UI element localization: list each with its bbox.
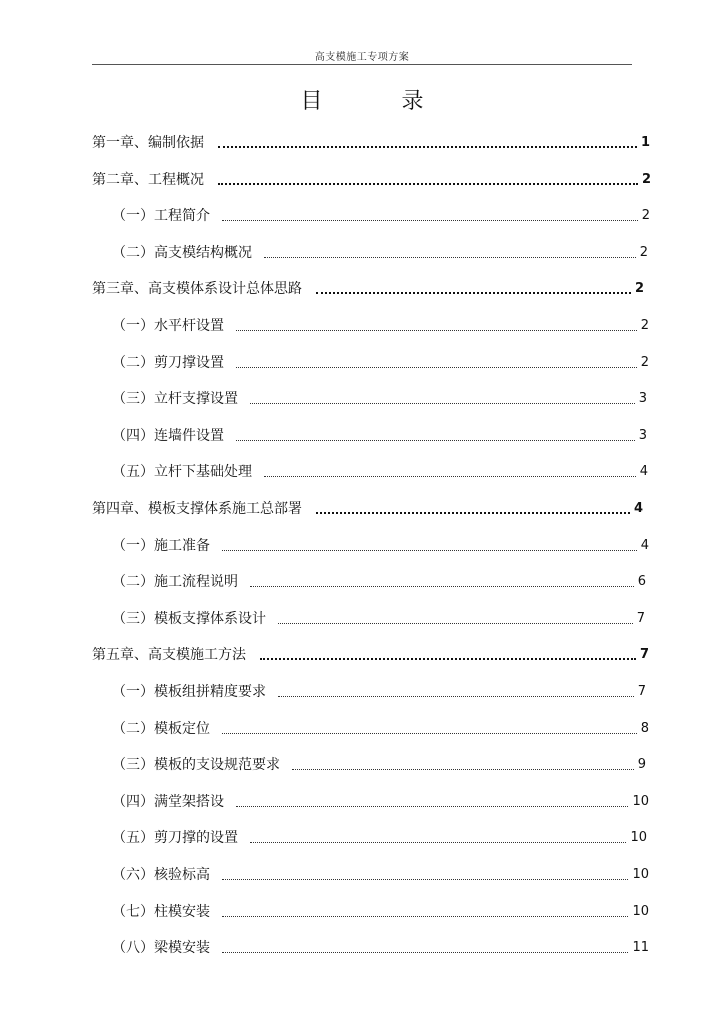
dot-leader [222,205,638,227]
toc-entry-label: （七）柱模安装 [112,903,210,920]
dot-leader [222,718,637,740]
toc-entry[interactable] [92,498,643,520]
toc-entry-label: （二）施工流程说明 [112,574,238,591]
toc-entry-page: 9 [637,757,646,773]
toc-entry-page: 7 [637,684,646,699]
toc-entry-page: 2 [634,281,644,297]
dot-leader [236,425,635,447]
toc-entry[interactable] [112,315,649,337]
toc-entry[interactable] [112,681,646,703]
toc-entry[interactable] [112,901,649,923]
toc-entry[interactable] [112,754,646,776]
toc-entry[interactable] [112,205,650,227]
toc-entry-page: 3 [638,427,647,443]
toc-entry[interactable] [92,644,649,666]
header-divider [92,64,632,65]
toc-entry[interactable] [112,608,645,630]
toc-entry[interactable] [92,132,650,154]
toc-entry-label: 第四章、模板支撑体系施工总部署 [92,501,302,517]
toc-entry[interactable] [92,278,644,300]
dot-leader [292,754,634,776]
toc-entry[interactable] [112,937,649,959]
dot-leader [264,461,636,483]
dot-leader [222,535,637,557]
toc-title: 目 录 [300,89,460,114]
toc-entry-page: 4 [640,537,649,553]
toc-entry-label: （一）工程简介 [112,208,210,225]
toc-entry-page: 6 [637,574,646,590]
toc-entry-page: 10 [632,867,649,882]
toc-entry-page: 4 [633,501,643,516]
dot-leader [250,827,626,849]
dot-leader [218,169,638,191]
dot-leader [316,278,631,300]
toc-entry-label: （一）施工准备 [112,537,210,554]
toc-entry[interactable] [112,718,649,740]
dot-leader [218,132,637,154]
toc-entry[interactable] [112,535,649,557]
toc-entry[interactable] [112,388,647,410]
toc-entry-label: （五）剪刀撑的设置 [112,830,238,847]
dot-leader [222,901,628,923]
toc-entry[interactable] [112,864,649,886]
toc-entry-label: 第五章、高支模施工方法 [92,647,246,664]
toc-entry-page: 2 [639,244,648,260]
toc-entry[interactable] [112,461,648,483]
toc-entry-label: （三）立杆支撑设置 [112,391,238,408]
toc-entry-page: 1 [640,135,650,150]
toc-entry-label: （一）水平杆设置 [112,318,224,334]
toc-entry-page: 4 [639,464,648,480]
toc-entry-page: 7 [639,647,649,663]
dot-leader [236,315,637,337]
toc-entry-page: 2 [640,354,649,370]
toc-entry-page: 7 [636,610,645,626]
running-header: 高支模施工专项方案 [314,52,410,63]
toc-entry-label: （二）高支模结构概况 [112,244,252,261]
toc-entry[interactable] [112,352,649,374]
toc-entry-label: （八）梁模安装 [112,940,210,957]
dot-leader [236,352,637,374]
toc-entry[interactable] [112,242,648,264]
dot-leader [250,571,634,593]
toc-entry-page: 8 [640,720,649,736]
toc-entry-label: （六）核验标高 [112,867,210,883]
dot-leader [250,388,635,410]
toc-entry-page: 10 [632,793,649,809]
toc-entry-label: （二）模板定位 [112,720,210,737]
toc-entry[interactable] [112,827,647,849]
toc-entry-label: （五）立杆下基础处理 [112,464,252,481]
toc-entry-page: 2 [641,171,651,187]
dot-leader [278,681,634,703]
dot-leader [222,864,628,886]
dot-leader [222,937,628,959]
toc-entry-label: 第二章、工程概况 [92,171,204,188]
dot-leader [236,791,628,813]
toc-entry-label: （三）模板的支设规范要求 [112,757,280,774]
toc-entry-label: （三）模板支撑体系设计 [112,610,266,627]
toc-entry-label: （二）剪刀撑设置 [112,354,224,371]
toc-entry-page: 10 [630,830,647,846]
toc-entry-page: 2 [641,208,650,224]
dot-leader [260,644,636,666]
toc-entry-label: （四）连墙件设置 [112,427,224,444]
toc-entry-label: （一）模板组拼精度要求 [112,684,266,700]
toc-entry[interactable] [92,169,651,191]
toc-entry[interactable] [112,571,646,593]
toc-entry[interactable] [112,425,647,447]
toc-entry-page: 11 [632,940,649,956]
toc-entry[interactable] [112,791,649,813]
toc-entry-page: 3 [638,391,647,407]
dot-leader [264,242,636,264]
toc-entry-label: （四）满堂架搭设 [112,793,224,810]
dot-leader [316,498,630,520]
toc-entry-page: 10 [632,903,649,919]
dot-leader [278,608,633,630]
toc-entry-label: 第三章、高支模体系设计总体思路 [92,281,302,298]
toc-entry-page: 2 [640,318,649,333]
toc-entry-label: 第一章、编制依据 [92,135,204,151]
